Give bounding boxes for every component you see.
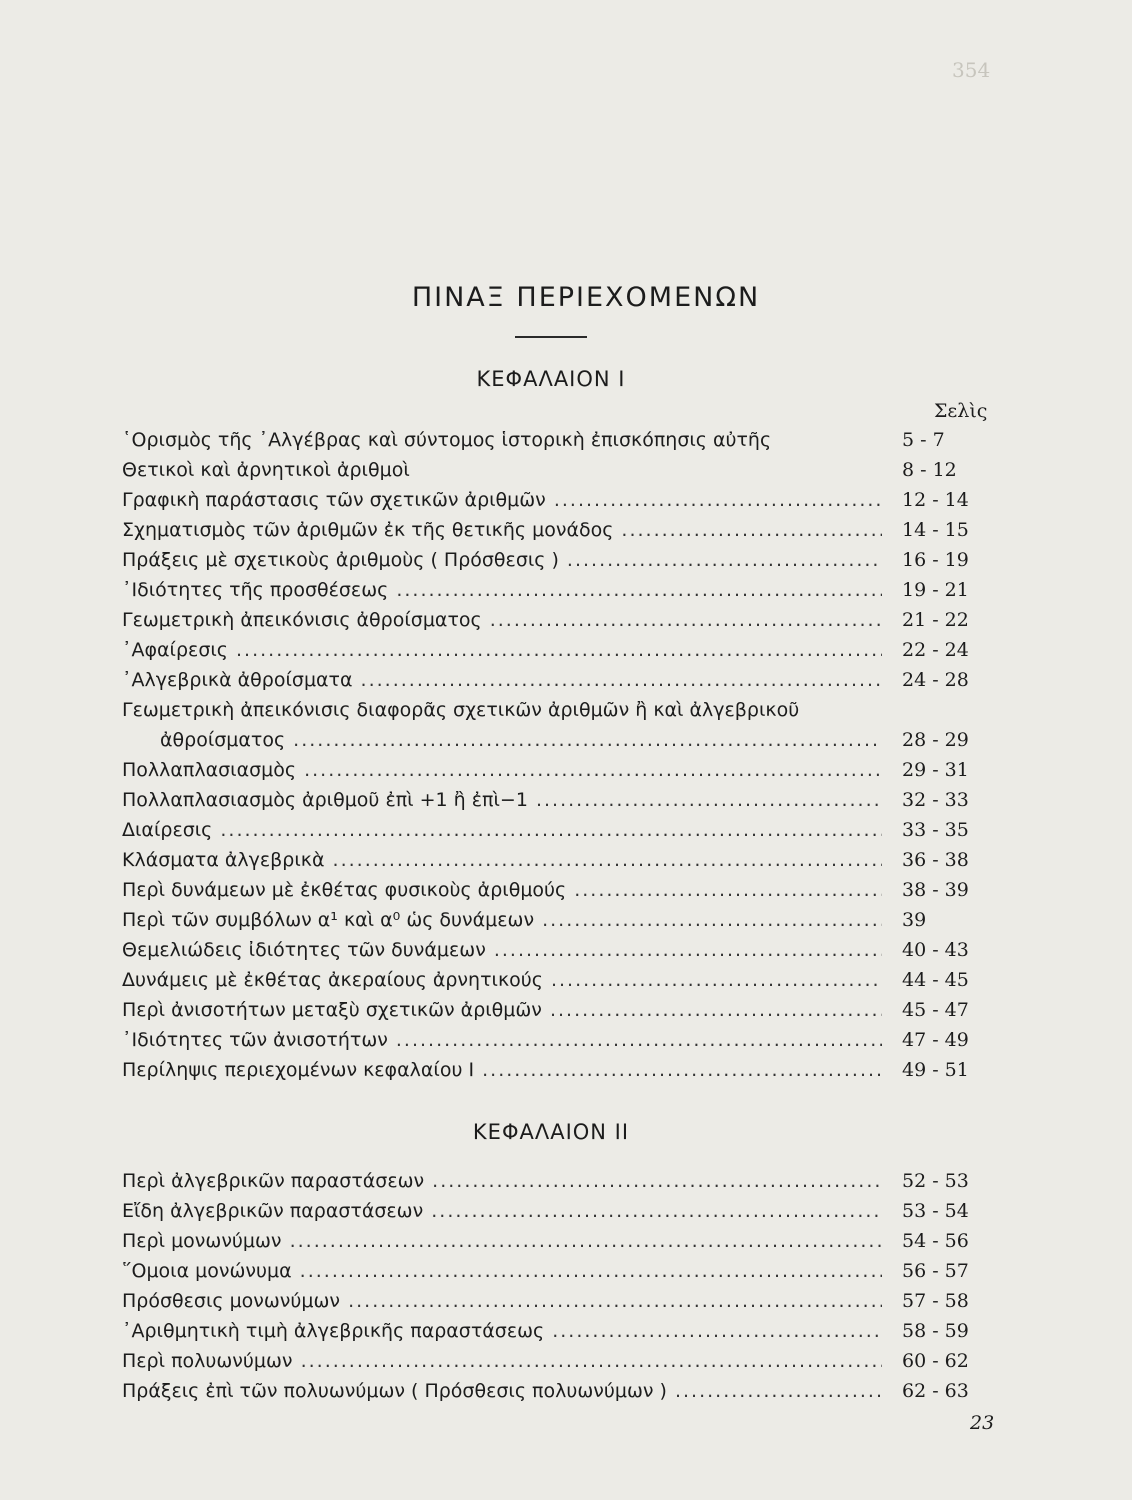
toc-entry	[122, 425, 998, 455]
toc-entry	[122, 1346, 998, 1376]
toc-entry	[122, 935, 998, 965]
toc-entry	[122, 575, 998, 605]
toc-entry-title: Πολλαπλασιασμὸς ἀριθμοῦ ἐπὶ +1 ἢ ἐπὶ−1 .....	[122, 785, 882, 815]
toc-entry-pages: 58 - 59	[902, 1320, 969, 1342]
toc-entry-pages: 57 - 58	[902, 1290, 969, 1312]
toc-entry-pages: 12 - 14	[902, 489, 969, 511]
toc-entry-pages: 36 - 38	[902, 849, 969, 871]
toc-entry-pages: 22 - 24	[902, 639, 969, 661]
toc-entry-title: ἀθροίσματος .....	[160, 725, 882, 755]
toc-entry-title: ᾿Αριθμητικὴ τιμὴ ἀλγεβρικῆς παραστάσεως .....	[122, 1316, 882, 1346]
toc-entry-pages: 56 - 57	[902, 1260, 969, 1282]
toc-entry-title: Περίληψις περιεχομένων κεφαλαίου Ι .....	[122, 1055, 882, 1085]
toc-entry	[122, 995, 998, 1025]
toc-entry	[122, 1196, 998, 1226]
toc-entry-pages: 14 - 15	[902, 519, 969, 541]
toc-entry	[122, 845, 998, 875]
toc-entry	[122, 1055, 998, 1085]
toc-entry	[122, 545, 998, 575]
toc-entry-title: Σχηματισμὸς τῶν ἀριθμῶν ἐκ τῆς θετικῆς μονάδος .....	[122, 515, 882, 545]
toc-entry	[122, 875, 998, 905]
toc-entry-title: Διαίρεσις .....	[122, 815, 882, 845]
page-title: ΠΙΝΑΞ ΠΕΡΙΕΧΟΜΕΝΩΝ	[411, 282, 761, 313]
toc-entry-pages: 8 - 12	[902, 459, 957, 481]
toc-entry-title: Πράξεις ἐπὶ τῶν πολυωνύμων ( Πρόσθεσις πολυωνύμων ) .....	[122, 1376, 882, 1406]
toc-entry-pages: 53 - 54	[902, 1200, 969, 1222]
toc-entry	[122, 665, 998, 695]
toc-entry-title: Γραφικὴ παράστασις τῶν σχετικῶν ἀριθμῶν .....	[122, 485, 882, 515]
toc-entry-pages: 29 - 31	[902, 759, 969, 781]
toc-entry-title: Γεωμετρικὴ ἀπεικόνισις ἀθροίσματος .....	[122, 605, 882, 635]
toc-entry-title: Περὶ ἀνισοτήτων μεταξὺ σχετικῶν ἀριθμῶν .....	[122, 995, 882, 1025]
toc-entry-pages: 47 - 49	[902, 1029, 969, 1051]
toc-entry	[122, 815, 998, 845]
toc-entry-pages: 21 - 22	[902, 609, 969, 631]
toc-entry-pages: 39	[902, 909, 927, 931]
pages-column-heading: Σελὶς	[934, 400, 988, 422]
toc-entry-pages: 28 - 29	[902, 729, 969, 751]
toc-entry	[122, 485, 998, 515]
toc-entry-title: Περὶ ἀλγεβρικῶν παραστάσεων .....	[122, 1166, 882, 1196]
title-underline	[515, 336, 587, 338]
toc-entry	[122, 455, 998, 485]
toc-entry	[122, 755, 998, 785]
toc-entry-pages: 19 - 21	[902, 579, 969, 601]
toc-entry	[122, 1316, 998, 1346]
show-through-page-number: 354	[952, 58, 991, 82]
toc-entry-pages: 44 - 45	[902, 969, 969, 991]
toc-entry-title: ᾿Αλγεβρικὰ ἀθροίσματα .....	[122, 665, 882, 695]
toc-entry	[122, 1166, 998, 1196]
toc-entry-title-line1: Γεωμετρικὴ ἀπεικόνισις διαφορᾶς σχετικῶν ἀριθμῶν ἢ καὶ ἀλγεβρικοῦ	[122, 699, 800, 721]
toc-entry-pages: 24 - 28	[902, 669, 969, 691]
toc-entry-pages: 38 - 39	[902, 879, 969, 901]
toc-entry-title: ᾿Ιδιότητες τῶν ἀνισοτήτων .....	[122, 1025, 882, 1055]
toc-entry-title: Θετικοὶ καὶ ἀρνητικοὶ ἀριθμοὶ	[122, 459, 410, 481]
toc-entry-title: ᾿Αφαίρεσις .....	[122, 635, 882, 665]
toc-entry-pages: 5 - 7	[902, 429, 945, 451]
toc-entry-title: Θεμελιώδεις ἰδιότητες τῶν δυνάμεων .....	[122, 935, 882, 965]
toc-entry-pages: 40 - 43	[902, 939, 969, 961]
toc-entry	[122, 785, 998, 815]
toc-entry-title: Εἴδη ἀλγεβρικῶν παραστάσεων .....	[122, 1196, 882, 1226]
toc-entry-title: Περὶ μονωνύμων .....	[122, 1226, 882, 1256]
toc-entry	[122, 635, 998, 665]
toc-entry	[122, 695, 998, 755]
toc-entry-pages: 45 - 47	[902, 999, 969, 1021]
toc-entry-pages: 54 - 56	[902, 1230, 969, 1252]
toc-entry-pages: 33 - 35	[902, 819, 969, 841]
toc-entry-title: Περὶ δυνάμεων μὲ ἐκθέτας φυσικοὺς ἀριθμούς .....	[122, 875, 882, 905]
toc-entry	[122, 1025, 998, 1055]
toc-entry	[122, 515, 998, 545]
toc-entry-title: Πράξεις μὲ σχετικοὺς ἀριθμοὺς ( Πρόσθεσις ) .....	[122, 545, 882, 575]
toc-entry-pages: 52 - 53	[902, 1170, 969, 1192]
chapter-heading-1: ΚΕΦΑΛΑΙΟΝ Ι	[476, 367, 626, 391]
toc-entry-title: Περὶ πολυωνύμων .....	[122, 1346, 882, 1376]
toc-entry-title: Δυνάμεις μὲ ἐκθέτας ἀκεραίους ἀρνητικούς .....	[122, 965, 882, 995]
toc-entry-pages: 16 - 19	[902, 549, 969, 571]
toc-entry	[122, 965, 998, 995]
toc-entry-title: ᾿Ιδιότητες τῆς προσθέσεως .....	[122, 575, 882, 605]
toc-entry-pages: 60 - 62	[902, 1350, 969, 1372]
page-number: 23	[970, 1412, 995, 1434]
toc-entry-pages: 62 - 63	[902, 1380, 969, 1402]
toc-entry-title: Κλάσματα ἀλγεβρικὰ .....	[122, 845, 882, 875]
toc-entry	[122, 1376, 998, 1406]
chapter-heading-2: ΚΕΦΑΛΑΙΟΝ ΙΙ	[472, 1120, 630, 1144]
toc-entry-title: Πολλαπλασιασμὸς .....	[122, 755, 882, 785]
toc-entry-title: ῞Ομοια μονώνυμα .....	[122, 1256, 882, 1286]
toc-entry	[122, 1226, 998, 1256]
toc-entry	[122, 1286, 998, 1316]
toc-entry	[122, 905, 998, 935]
toc-entry	[122, 1256, 998, 1286]
toc-entry-title: Περὶ τῶν συμβόλων α¹ καὶ α⁰ ὡς δυνάμεων .....	[122, 905, 882, 935]
toc-entry-title: Πρόσθεσις μονωνύμων .....	[122, 1286, 882, 1316]
toc-entry-pages: 32 - 33	[902, 789, 969, 811]
toc-entry	[122, 605, 998, 635]
toc-entry-title: ῾Ορισμὸς τῆς ᾿Αλγέβρας καὶ σύντομος ἱστορικὴ ἐπισκόπησις αὐτῆς	[122, 429, 772, 451]
toc-entry-pages: 49 - 51	[902, 1059, 969, 1081]
